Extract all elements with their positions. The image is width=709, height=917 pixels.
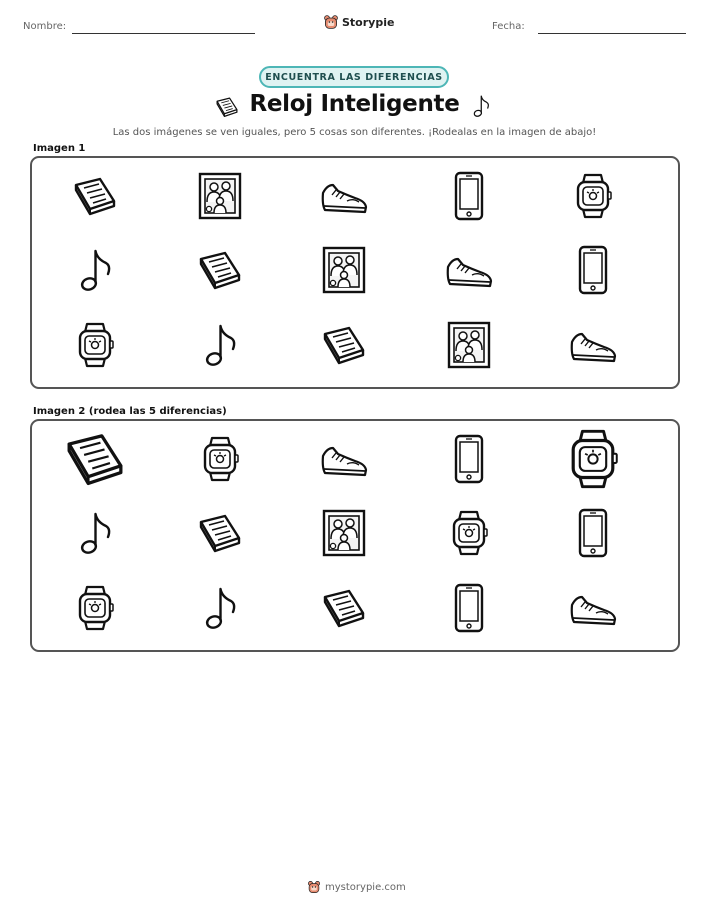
- image2-label: Imagen 2 (rodea las 5 diferencias): [33, 406, 227, 417]
- sneaker-icon[interactable]: [568, 583, 618, 633]
- music-note-icon: [70, 245, 120, 295]
- music-note-icon[interactable]: [70, 508, 120, 558]
- sneaker-icon: [568, 320, 618, 370]
- book-icon: [70, 171, 120, 221]
- page-title: Reloj Inteligente: [249, 91, 460, 117]
- family-photo-icon: [444, 320, 494, 370]
- music-note-icon: [195, 320, 245, 370]
- date-label: Fecha:: [492, 21, 525, 32]
- smartwatch-icon[interactable]: [560, 426, 626, 492]
- family-photo-icon[interactable]: [319, 508, 369, 558]
- smartphone-icon[interactable]: [444, 434, 494, 484]
- smartwatch-icon: [70, 320, 120, 370]
- activity-badge: ENCUENTRA LAS DIFERENCIAS: [259, 66, 449, 88]
- smartwatch-icon[interactable]: [195, 434, 245, 484]
- image1-panel: [30, 156, 680, 389]
- music-note-icon: [468, 92, 494, 120]
- book-icon[interactable]: [319, 583, 369, 633]
- smartphone-icon[interactable]: [568, 508, 618, 558]
- family-photo-icon: [195, 171, 245, 221]
- instructions: Las dos imágenes se ven iguales, pero 5 cosas son diferentes. ¡Rodealas en la imagen de abajo!: [112, 127, 597, 138]
- brand-logo: [323, 14, 394, 30]
- book-icon: [319, 320, 369, 370]
- footer: [307, 880, 406, 894]
- smartphone-icon: [444, 171, 494, 221]
- music-note-icon[interactable]: [195, 583, 245, 633]
- sneaker-icon[interactable]: [319, 434, 369, 484]
- smartwatch-icon[interactable]: [444, 508, 494, 558]
- family-photo-icon: [319, 245, 369, 295]
- name-label: Nombre:: [23, 21, 67, 32]
- smartwatch-icon: [568, 171, 618, 221]
- image2-panel[interactable]: [30, 419, 680, 652]
- brand-name: Storypie: [342, 15, 395, 29]
- smartphone-icon: [568, 245, 618, 295]
- sneaker-icon: [444, 245, 494, 295]
- book-icon[interactable]: [61, 425, 129, 493]
- storypie-mascot-icon: [323, 14, 339, 30]
- smartwatch-icon[interactable]: [70, 583, 120, 633]
- footer-url[interactable]: mystorypie.com: [325, 881, 406, 893]
- image1-label: Imagen 1: [33, 143, 86, 154]
- book-icon[interactable]: [195, 508, 245, 558]
- smartphone-icon[interactable]: [444, 583, 494, 633]
- book-icon: [195, 245, 245, 295]
- sneaker-icon: [319, 171, 369, 221]
- storypie-mascot-icon: [307, 880, 321, 894]
- date-line[interactable]: [538, 33, 686, 34]
- name-line[interactable]: [72, 33, 255, 34]
